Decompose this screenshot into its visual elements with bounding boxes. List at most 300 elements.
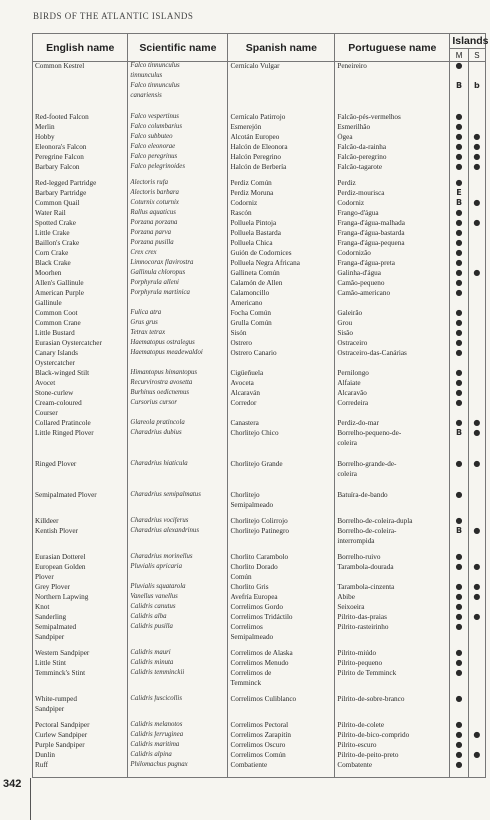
spanish-name-cell: Común <box>228 573 335 583</box>
island-m-cell: ● <box>450 329 468 339</box>
scientific-name-cell <box>128 439 228 449</box>
english-name-cell: Semipalmated <box>33 623 128 633</box>
spanish-name-cell: Correlimos Culiblanco <box>228 695 335 705</box>
gap-cell <box>335 480 450 491</box>
table-row <box>33 229 486 239</box>
spanish-name-cell: Polluela Negra Africana <box>228 259 335 269</box>
island-m-cell: ● <box>450 339 468 349</box>
island-s-cell: ● <box>468 153 485 163</box>
table-row <box>33 289 486 299</box>
portuguese-name-cell: Borrelho-grande-de- <box>335 460 450 470</box>
english-name-cell: Oystercatcher <box>33 359 128 369</box>
portuguese-name-cell: Pilrito-escuro <box>335 741 450 751</box>
english-name-cell: Barbary Falcon <box>33 163 128 173</box>
island-m-cell: ● <box>450 249 468 259</box>
english-name-cell: Merlin <box>33 123 128 133</box>
english-name-cell: Ruff <box>33 761 128 771</box>
island-s-cell: ● <box>468 163 485 173</box>
spanish-name-cell: Halcón de Eleonora <box>228 143 335 153</box>
island-s-cell <box>468 249 485 259</box>
island-m-cell: B <box>450 429 468 439</box>
scientific-name-cell: Calidris alba <box>128 613 228 623</box>
island-s-cell <box>468 649 485 659</box>
species-table <box>32 33 489 778</box>
island-m-cell: E <box>450 189 468 199</box>
island-s-cell: ● <box>468 751 485 761</box>
island-s-cell <box>468 537 485 547</box>
page-number: 342 <box>3 778 22 790</box>
island-m-cell: ● <box>450 209 468 219</box>
table-row <box>33 133 486 143</box>
spanish-name-cell: Correlimos de <box>228 669 335 679</box>
table-row <box>33 249 486 259</box>
spanish-name-cell <box>228 470 335 480</box>
table-row <box>33 319 486 329</box>
spanish-name-cell <box>228 82 335 92</box>
filler-cell <box>335 771 450 778</box>
spanish-name-cell: Correlimos Gordo <box>228 603 335 613</box>
gap-cell <box>33 102 128 113</box>
scientific-name-cell: Charadrius hiaticula <box>128 460 228 470</box>
english-name-cell: Little Ringed Plover <box>33 429 128 439</box>
scientific-name-cell: Porzana porzana <box>128 219 228 229</box>
scientific-name-cell: Pluvialis squatarola <box>128 583 228 593</box>
spanish-name-cell: Chorlito Gris <box>228 583 335 593</box>
portuguese-name-cell: coleira <box>335 470 450 480</box>
spanish-name-cell: Gallineta Común <box>228 269 335 279</box>
spanish-name-cell: Rascón <box>228 209 335 219</box>
english-name-cell: Purple Sandpiper <box>33 741 128 751</box>
island-m-cell: ● <box>450 460 468 470</box>
table-row <box>33 389 486 399</box>
island-m-cell: ● <box>450 229 468 239</box>
island-s-cell <box>468 123 485 133</box>
scientific-name-cell: Recurvirostra avosetta <box>128 379 228 389</box>
island-s-cell <box>468 259 485 269</box>
scientific-name-cell: Falco peregrinus <box>128 153 228 163</box>
island-s-cell <box>468 279 485 289</box>
scientific-name-cell: Tetrax tetrax <box>128 329 228 339</box>
island-s-cell <box>468 329 485 339</box>
table-row <box>33 199 486 209</box>
portuguese-name-cell: Pilrito-pequeno <box>335 659 450 669</box>
english-name-cell: Eurasian Dotterel <box>33 553 128 563</box>
island-s-cell <box>468 113 485 123</box>
scientific-name-cell: Falco subbuteo <box>128 133 228 143</box>
table-row <box>33 603 486 613</box>
portuguese-name-cell <box>335 299 450 309</box>
table-row <box>33 517 486 527</box>
scientific-name-cell <box>128 633 228 643</box>
table-row <box>33 527 486 537</box>
island-m-cell <box>450 537 468 547</box>
portuguese-name-cell: Ostraceiro-das-Canárias <box>335 349 450 359</box>
english-name-cell: Cream-coloured <box>33 399 128 409</box>
portuguese-name-cell: Peneireiro <box>335 62 450 73</box>
spanish-name-cell: Halcón Peregrino <box>228 153 335 163</box>
scientific-name-cell: Calidris minuta <box>128 659 228 669</box>
island-s-cell <box>468 62 485 73</box>
table-body <box>33 62 486 778</box>
english-name-cell <box>33 470 128 480</box>
english-name-cell <box>33 72 128 82</box>
spanish-name-cell <box>228 359 335 369</box>
gap-cell <box>468 449 485 460</box>
portuguese-name-cell: Abibe <box>335 593 450 603</box>
english-name-cell: White-rumped <box>33 695 128 705</box>
scientific-name-cell: Alectoris barbara <box>128 189 228 199</box>
scientific-name-cell: tinnunculus <box>128 72 228 82</box>
island-m-cell <box>450 470 468 480</box>
island-s-cell: ● <box>468 269 485 279</box>
portuguese-name-cell: Galinha-d'água <box>335 269 450 279</box>
island-s-cell <box>468 761 485 771</box>
spanish-name-cell: Esmerejón <box>228 123 335 133</box>
page-margin-rule <box>30 778 31 820</box>
portuguese-name-cell: Franga-d'água-malhada <box>335 219 450 229</box>
scientific-name-cell: Alectoris rufa <box>128 179 228 189</box>
portuguese-name-cell <box>335 501 450 511</box>
table-row <box>33 62 486 73</box>
island-m-cell <box>450 439 468 449</box>
portuguese-name-cell: Perdiz <box>335 179 450 189</box>
scientific-name-cell: Charadrius morinellus <box>128 553 228 563</box>
spanish-name-cell: Polluela Chica <box>228 239 335 249</box>
island-m-cell: ● <box>450 369 468 379</box>
scientific-name-cell: Porzana pusilla <box>128 239 228 249</box>
portuguese-name-cell: Borrelho-de-coleira-dupla <box>335 517 450 527</box>
island-s-cell: ● <box>468 527 485 537</box>
english-name-cell: American Purple <box>33 289 128 299</box>
portuguese-name-cell: Grou <box>335 319 450 329</box>
scientific-name-cell: Limnocorax flavirostra <box>128 259 228 269</box>
island-s-cell <box>468 721 485 731</box>
island-s-cell <box>468 633 485 643</box>
portuguese-name-cell <box>335 633 450 643</box>
english-name-cell: Red-legged Partridge <box>33 179 128 189</box>
portuguese-name-cell: Alfaiate <box>335 379 450 389</box>
table-row <box>33 239 486 249</box>
island-m-cell: ● <box>450 593 468 603</box>
english-name-cell <box>33 679 128 689</box>
table-row <box>33 309 486 319</box>
spanish-name-cell: Halcón de Berbería <box>228 163 335 173</box>
island-s-cell <box>468 470 485 480</box>
gap-cell <box>450 480 468 491</box>
portuguese-name-cell: Ógea <box>335 133 450 143</box>
english-name-cell: Ringed Plover <box>33 460 128 470</box>
island-s-cell <box>468 501 485 511</box>
table-row <box>33 259 486 269</box>
island-m-cell <box>450 633 468 643</box>
island-m-cell: B <box>450 527 468 537</box>
portuguese-name-cell: Perdiz-mourisca <box>335 189 450 199</box>
spanish-name-cell: Guión de Codornices <box>228 249 335 259</box>
island-s-cell: ● <box>468 583 485 593</box>
island-m-cell: ● <box>450 133 468 143</box>
island-s-cell <box>468 369 485 379</box>
island-s-cell <box>468 189 485 199</box>
portuguese-name-cell: Pilrito-de-sobre-branco <box>335 695 450 705</box>
scientific-name-cell: Calidris fuscicollis <box>128 695 228 705</box>
island-m-cell: ● <box>450 741 468 751</box>
english-name-cell: Baillon's Crake <box>33 239 128 249</box>
table-row <box>33 189 486 199</box>
spanish-name-cell <box>228 439 335 449</box>
row-gap <box>33 102 486 113</box>
filler-cell <box>33 771 128 778</box>
portuguese-name-cell <box>335 92 450 102</box>
spanish-name-cell: Avefría Europea <box>228 593 335 603</box>
scientific-name-cell: Charadrius dubius <box>128 429 228 439</box>
scientific-name-cell: Vanellus vanellus <box>128 593 228 603</box>
col-header-islands: Islands <box>450 34 486 49</box>
island-s-cell <box>468 439 485 449</box>
spanish-name-cell: Perdiz Moruna <box>228 189 335 199</box>
table-row <box>33 731 486 741</box>
english-name-cell: Little Bustard <box>33 329 128 339</box>
spanish-name-cell: Cernícalo Vulgar <box>228 62 335 73</box>
scientific-name-cell: Calidris mauri <box>128 649 228 659</box>
island-m-cell: ● <box>450 517 468 527</box>
scientific-name-cell: Haematopus ostralegus <box>128 339 228 349</box>
spanish-name-cell: Correlimos Tridáctilo <box>228 613 335 623</box>
table-row <box>33 649 486 659</box>
scientific-name-cell <box>128 573 228 583</box>
scientific-name-cell <box>128 705 228 715</box>
spanish-name-cell: Correlimos Oscuro <box>228 741 335 751</box>
island-m-cell: ● <box>450 583 468 593</box>
scientific-name-cell: Himantopus himantopus <box>128 369 228 379</box>
table-row <box>33 761 486 771</box>
spanish-name-cell: Ostrero Canario <box>228 349 335 359</box>
scientific-name-cell: Philomachus pugnax <box>128 761 228 771</box>
island-s-cell <box>468 399 485 409</box>
english-name-cell: Moorhen <box>33 269 128 279</box>
scientific-name-cell: Porzana parva <box>128 229 228 239</box>
table-row <box>33 92 486 102</box>
island-s-cell <box>468 659 485 669</box>
island-s-cell <box>468 359 485 369</box>
island-s-cell <box>468 379 485 389</box>
portuguese-name-cell: Borrelho-pequeno-de- <box>335 429 450 439</box>
scientific-name-cell: Falco eleonorae <box>128 143 228 153</box>
table-row <box>33 491 486 501</box>
english-name-cell: Peregrine Falcon <box>33 153 128 163</box>
island-s-cell <box>468 309 485 319</box>
scientific-name-cell: Calidris alpina <box>128 751 228 761</box>
island-s-cell <box>468 553 485 563</box>
gap-cell <box>335 449 450 460</box>
spanish-name-cell <box>228 92 335 102</box>
scientific-name-cell: Burhinus oedicnemus <box>128 389 228 399</box>
portuguese-name-cell: Tarambola-dourada <box>335 563 450 573</box>
col-header-scientific: Scientific name <box>128 34 228 62</box>
island-s-cell <box>468 695 485 705</box>
spanish-name-cell: Focha Común <box>228 309 335 319</box>
table-row <box>33 741 486 751</box>
english-name-cell: Common Quail <box>33 199 128 209</box>
scientific-name-cell: Porphyrula martinica <box>128 289 228 299</box>
english-name-cell: Avocet <box>33 379 128 389</box>
island-s-cell <box>468 349 485 359</box>
spanish-name-cell: Avoceta <box>228 379 335 389</box>
island-m-cell <box>450 72 468 82</box>
table-row <box>33 299 486 309</box>
portuguese-name-cell: Borrelho-ruivo <box>335 553 450 563</box>
english-name-cell: Collared Pratincole <box>33 419 128 429</box>
scientific-name-cell: Porphyrula alleni <box>128 279 228 289</box>
english-name-cell: Eleonora's Falcon <box>33 143 128 153</box>
portuguese-name-cell: Sisão <box>335 329 450 339</box>
island-s-cell: b <box>468 82 485 92</box>
spanish-name-cell: Calamón de Allen <box>228 279 335 289</box>
filler-cell <box>450 771 468 778</box>
spanish-name-cell: Chorlitejo Grande <box>228 460 335 470</box>
portuguese-name-cell: Borrelho-de-coleira- <box>335 527 450 537</box>
english-name-cell: Eurasian Oystercatcher <box>33 339 128 349</box>
gap-cell <box>128 480 228 491</box>
table-row <box>33 695 486 705</box>
spanish-name-cell: Chorlito Dorado <box>228 563 335 573</box>
table-row <box>33 269 486 279</box>
english-name-cell: Curlew Sandpiper <box>33 731 128 741</box>
portuguese-name-cell: Batuíra-de-bando <box>335 491 450 501</box>
table-row <box>33 113 486 123</box>
island-m-cell <box>450 409 468 419</box>
english-name-cell: Temminck's Stint <box>33 669 128 679</box>
english-name-cell: Spotted Crake <box>33 219 128 229</box>
english-name-cell: Allen's Gallinule <box>33 279 128 289</box>
portuguese-name-cell <box>335 359 450 369</box>
island-m-cell: ● <box>450 179 468 189</box>
spanish-name-cell <box>228 409 335 419</box>
island-s-cell <box>468 389 485 399</box>
filler-row <box>33 771 486 778</box>
portuguese-name-cell: Galeirão <box>335 309 450 319</box>
table-row <box>33 339 486 349</box>
portuguese-name-cell: Pilrito de Temminck <box>335 669 450 679</box>
island-m-cell: B <box>450 82 468 92</box>
island-m-cell <box>450 359 468 369</box>
table-row <box>33 623 486 633</box>
island-m-cell: ● <box>450 419 468 429</box>
island-m-cell <box>450 679 468 689</box>
english-name-cell: Barbary Partridge <box>33 189 128 199</box>
portuguese-name-cell: Pilrito-miúdo <box>335 649 450 659</box>
english-name-cell: Canary Islands <box>33 349 128 359</box>
island-m-cell: ● <box>450 761 468 771</box>
island-m-cell: ● <box>450 219 468 229</box>
table-row <box>33 679 486 689</box>
english-name-cell: Black Crake <box>33 259 128 269</box>
island-s-cell: ● <box>468 133 485 143</box>
island-m-cell: ● <box>450 721 468 731</box>
english-name-cell: Sanderling <box>33 613 128 623</box>
english-name-cell: Stone-curlew <box>33 389 128 399</box>
island-m-cell: ● <box>450 623 468 633</box>
spanish-name-cell: Correlimos Zarapitín <box>228 731 335 741</box>
island-s-cell: ● <box>468 563 485 573</box>
spanish-name-cell: Correlimos Menudo <box>228 659 335 669</box>
table-row <box>33 501 486 511</box>
table-row <box>33 470 486 480</box>
spanish-name-cell: Correlimos <box>228 623 335 633</box>
english-name-cell: Little Stint <box>33 659 128 669</box>
island-m-cell: ● <box>450 399 468 409</box>
table-row <box>33 419 486 429</box>
gap-cell <box>468 102 485 113</box>
scientific-name-cell <box>128 679 228 689</box>
scientific-name-cell: Calidris pusilla <box>128 623 228 633</box>
portuguese-name-cell: Pilrito-das-praias <box>335 613 450 623</box>
island-m-cell: ● <box>450 279 468 289</box>
island-m-cell: ● <box>450 349 468 359</box>
scientific-name-cell: Falco tinnunculus <box>128 82 228 92</box>
island-s-cell <box>468 72 485 82</box>
english-name-cell: Kentish Plover <box>33 527 128 537</box>
island-m-cell: ● <box>450 163 468 173</box>
table-row <box>33 439 486 449</box>
island-m-cell: B <box>450 199 468 209</box>
portuguese-name-cell: Seixoeira <box>335 603 450 613</box>
table-row <box>33 179 486 189</box>
island-m-cell: ● <box>450 389 468 399</box>
scientific-name-cell: Charadrius semipalmatus <box>128 491 228 501</box>
table-row <box>33 633 486 643</box>
island-s-cell: ● <box>468 199 485 209</box>
island-m-cell: ● <box>450 309 468 319</box>
english-name-cell: Black-winged Stilt <box>33 369 128 379</box>
island-m-cell: ● <box>450 143 468 153</box>
gap-cell <box>128 449 228 460</box>
col-header-portuguese: Portuguese name <box>335 34 450 62</box>
table-row <box>33 705 486 715</box>
portuguese-name-cell: Franga-d'água-pequena <box>335 239 450 249</box>
portuguese-name-cell: Codorniz <box>335 199 450 209</box>
scientific-name-cell: Cursorius cursor <box>128 399 228 409</box>
table-row <box>33 537 486 547</box>
portuguese-name-cell <box>335 679 450 689</box>
island-s-cell <box>468 669 485 679</box>
island-s-cell <box>468 179 485 189</box>
spanish-name-cell: Correlimos Pectoral <box>228 721 335 731</box>
english-name-cell: Knot <box>33 603 128 613</box>
island-m-cell: ● <box>450 731 468 741</box>
spanish-name-cell <box>228 537 335 547</box>
spanish-name-cell: Polluela Pintoja <box>228 219 335 229</box>
portuguese-name-cell: Pernilongo <box>335 369 450 379</box>
island-s-cell: ● <box>468 219 485 229</box>
english-name-cell: Killdeer <box>33 517 128 527</box>
english-name-cell <box>33 82 128 92</box>
english-name-cell <box>33 501 128 511</box>
island-s-cell <box>468 239 485 249</box>
spanish-name-cell: Codorniz <box>228 199 335 209</box>
english-name-cell: Hobby <box>33 133 128 143</box>
gap-cell <box>33 449 128 460</box>
table-row <box>33 82 486 92</box>
table-row <box>33 583 486 593</box>
table-row <box>33 409 486 419</box>
island-s-cell: ● <box>468 429 485 439</box>
table-row <box>33 399 486 409</box>
gap-cell <box>128 102 228 113</box>
island-m-cell <box>450 705 468 715</box>
spanish-name-cell: Correlimos de Alaska <box>228 649 335 659</box>
scientific-name-cell: Calidris melanotos <box>128 721 228 731</box>
scientific-name-cell <box>128 470 228 480</box>
